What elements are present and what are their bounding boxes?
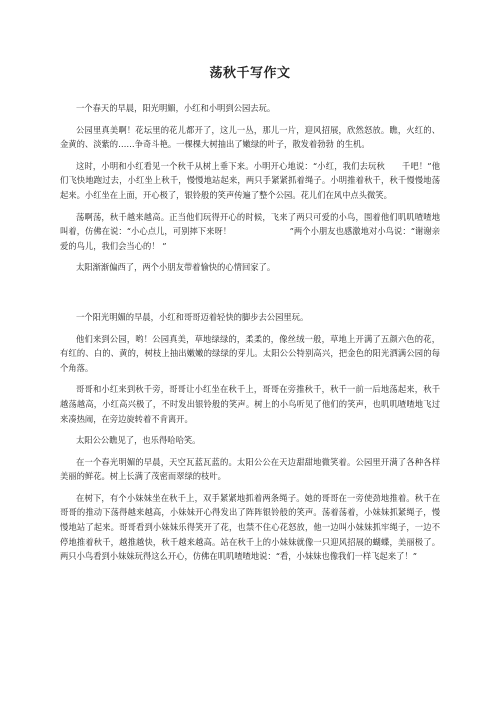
paragraph: 太阳公公瞧见了，也乐得哈哈笑。: [76, 435, 201, 446]
paragraph: 在一个春光明媚的早晨，天空瓦蓝瓦蓝的。太阳公公在天边甜甜地微笑着。公园里开满了各种各样美丽的鲜花。树上长满了茂密而翠绿的枝叶。: [60, 456, 440, 482]
paragraph: 太阳渐渐偏西了，两个小朋友带着愉快的心情回家了。: [76, 262, 276, 273]
paragraph: 一个春天的早晨，阳光明媚，小红和小明到公园去玩。: [76, 103, 276, 113]
document-title: 荡秋千写作文: [209, 66, 291, 81]
paragraph: 荡啊荡，秋千越来越高。正当他们玩得开心的时候，飞来了两只可爱的小鸟，围着他们叽叽喳喳地叫着，仿佛在说：“小心点儿，可别摔下来呀！ ”两个小朋友也感激地对小鸟说：“谢谢亲爱的鸟儿，我们会当心的！ ”: [60, 211, 440, 251]
section-spacer: [60, 282, 440, 310]
paragraph: 哥哥和小红来到秋千旁，哥哥让小红坐在秋千上，哥哥在旁推秋千，秋千一前一后地荡起来，秋千越荡越高，小红高兴极了，不时发出银铃般的笑声。树上的小鸟听见了他们的笑声，也叽叽喳喳地飞过来凑热闹，在旁边旋转着不肯离开。: [60, 384, 440, 424]
paragraph: 这时，小明和小红看见一个秋千从树上垂下来。小明开心地说：“小红，我们去玩秋 千吧！”他们飞快地跑过去，小红坐上秋千，慢慢地站起来，两只手紧紧抓着绳子。小明推着秋千，秋千慢慢地荡起来。小红坐在上面，开心极了，银铃般的笑声传遍了整个公园。花儿们在风中点头微笑。: [60, 160, 440, 200]
paragraph: 在树下，有个小妹妹坐在秋千上，双手紧紧地抓着两条绳子。她的哥哥在一旁使劲地推着。秋千在哥哥的推动下荡得越来越高，小妹妹开心得发出了阵阵银铃般的笑声。荡着荡着，小妹妹抓紧绳子，慢慢地站了起来。哥哥看到小妹妹乐得笑开了花，也禁不住心花怒放，他一边叫小妹妹抓牢绳子，一边不停地推着秋千，越推越快，秋千越来越高。站在秋千上的小妹妹就像一只迎风招展的蝴蝶，美丽极了。两只小鸟看到小妹妹玩得这么开心，仿佛在叽叽喳喳地说：“看，小妹妹也像我们一样飞起来了！”: [60, 492, 440, 562]
paragraph: 公园里真美啊！花坛里的花儿都开了，这儿一丛，那儿一片，迎风招展，欣然怒放。瞧，火红的、金黄的、淡紫的……争奇斗艳。一棵棵大树抽出了嫩绿的叶子，散发着勃勃 的生机。: [60, 124, 440, 150]
paragraph: 他们来到公园，哟！公园真美，草地绿绿的，柔柔的，像丝绒一般，草地上开满了五颜六色的花，有红的、白的、黄的，树枝上抽出嫩嫩的绿绿的芽儿。太阳公公特别高兴，把金色的阳光洒满公园的每个角落。: [60, 333, 440, 373]
paragraph: 一个阳光明媚的早晨，小红和哥哥迈着轻快的脚步去公园里玩。: [76, 311, 309, 322]
